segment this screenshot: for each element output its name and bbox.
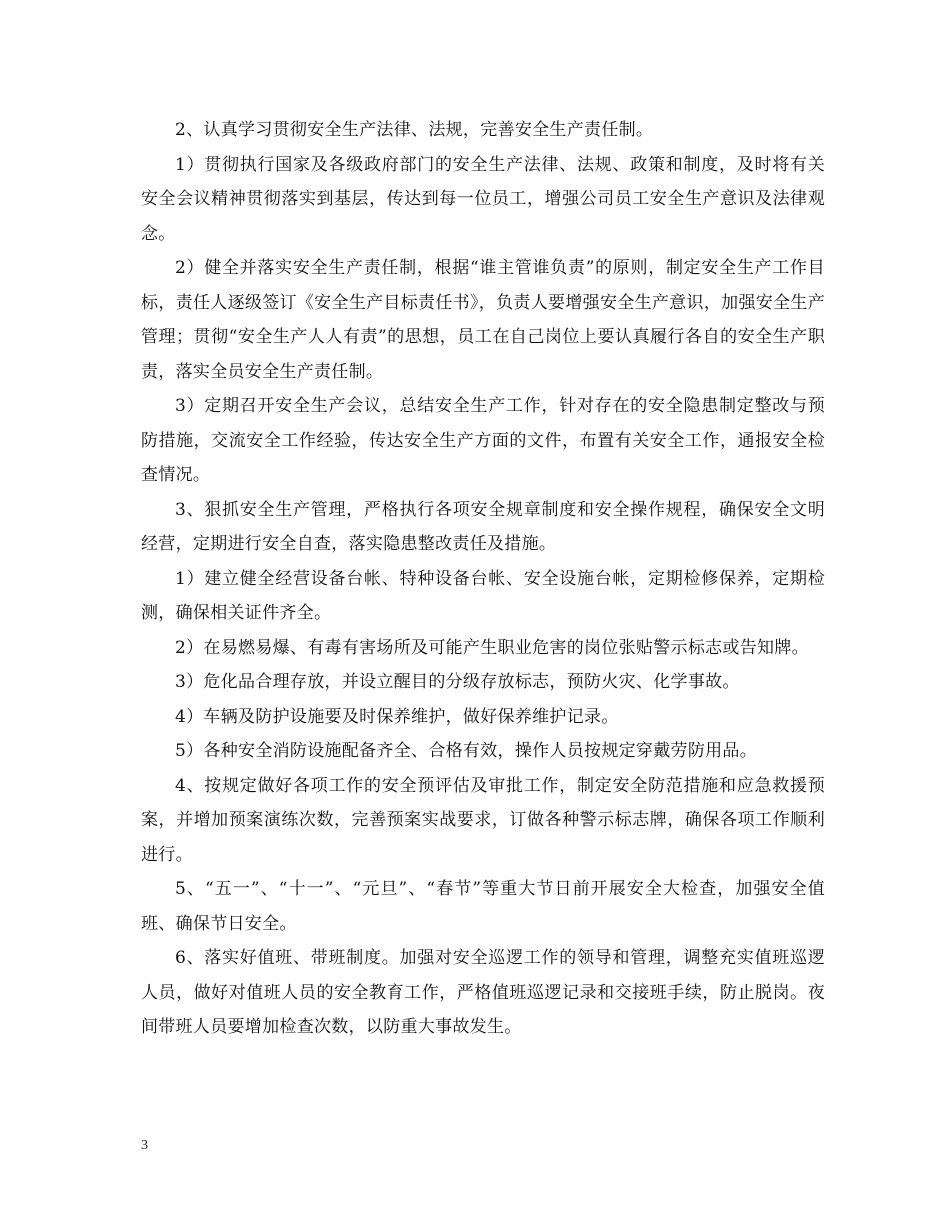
paragraph-2-1: 1）贯彻执行国家及各级政府部门的安全生产法律、法规、政策和制度，及时将有关安全会议精神贯彻落实到基层，传达到每一位员工，增强公司员工安全生产意识及法律观念。 <box>141 154 825 244</box>
paragraph-3-5: 5）各种安全消防设施配备齐全、合格有效，操作人员按规定穿戴劳防用品。 <box>175 741 758 761</box>
paragraph-section-4: 4、按规定做好各项工作的安全预评估及审批工作，制定安全防范措施和应急救援预案，并增加预案演练次数，完善预案实战要求，订做各种警示标志牌，确保各项工作顺利进行。 <box>141 775 825 865</box>
paragraph-section-2: 2、认真学习贯彻安全生产法律、法规，完善安全生产责任制。 <box>175 120 654 140</box>
paragraph-3-3: 3）危化品合理存放，并设立醒目的分级存放标志，预防火灾、化学事故。 <box>175 672 740 692</box>
paragraph-2-3: 3）定期召开安全生产会议，总结安全生产工作，针对存在的安全隐患制定整改与预防措施，交流安全工作经验，传达安全生产方面的文件，布置有关安全工作，通报安全检查情况。 <box>141 396 825 485</box>
paragraph-section-6: 6、落实好值班、带班制度。加强对安全巡逻工作的领导和管理，调整充实值班巡逻人员，做好对值班人员的安全教育工作，严格值班巡逻记录和交接班手续，防止脱岗。夜间带班人员要增加检查次数，以防重大事故发生。 <box>141 948 825 1037</box>
paragraph-2-2: 2）健全并落实安全生产责任制，根据“谁主管谁负责”的原则，制定安全生产工作目标，责任人逐级签订《安全生产目标责任书》，负责人要增强安全生产意识，加强安全生产管理；贯彻“安全生产人人有责”的思想，员工在自己岗位上要认真履行各自的安全生产职责，落实全员安全生产责任制。 <box>141 258 825 382</box>
page-number: 3 <box>141 1138 148 1153</box>
paragraph-3-2: 2）在易燃易爆、有毒有害场所及可能产生职业危害的岗位张贴警示标志或告知牌。 <box>175 637 809 658</box>
paragraph-section-5: 5、“五一”、“十一”、“元旦”、“春节”等重大节日前开展安全大检查，加强安全值班、确保节日安全。 <box>141 879 825 934</box>
paragraph-3-4: 4）车辆及防护设施要及时保养维护，做好保养维护记录。 <box>175 706 619 727</box>
paragraph-3-1: 1）建立健全经营设备台帐、特种设备台帐、安全设施台帐，定期检修保养，定期检测，确保相关证件齐全。 <box>141 568 825 623</box>
document-body <box>141 113 825 1045</box>
paragraph-section-3: 3、狠抓安全生产管理，严格执行各项安全规章制度和安全操作规程，确保安全文明经营，定期进行安全自查，落实隐患整改责任及措施。 <box>141 499 825 554</box>
